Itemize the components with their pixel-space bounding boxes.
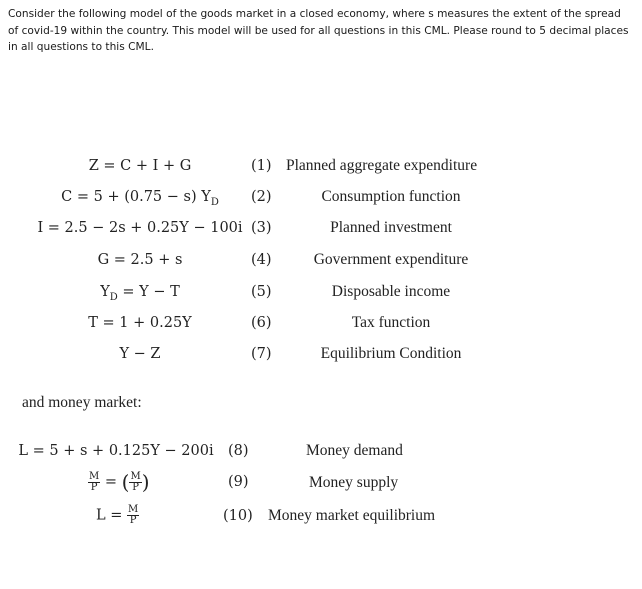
equation-9-rhs-fraction [129, 472, 141, 493]
description-1: Planned aggregate expenditure [286, 157, 478, 174]
equation-number-1: (1) [251, 158, 272, 174]
description-8: Money demand [306, 442, 403, 459]
money-market-intro: and money market: [22, 394, 142, 411]
equation-number-8: (8) [228, 443, 249, 459]
equation-7: Y − Z [119, 346, 161, 362]
equation-10 [96, 505, 139, 526]
equation-9 [88, 470, 150, 494]
equation-number-5: (5) [251, 284, 272, 300]
equation-5-subscript: D [109, 291, 118, 303]
equation-9-left-paren: ( [121, 470, 130, 494]
equation-9-rhs-denominator: P [132, 481, 139, 493]
equation-2-subscript: D [210, 196, 219, 208]
equation-10-numerator: M [128, 504, 139, 515]
equation-2 [61, 189, 219, 208]
description-3: Planned investment [330, 219, 452, 236]
equation-number-10: (10) [223, 508, 253, 524]
equation-5-post: = Y − T [117, 284, 180, 300]
equation-9-lhs-numerator: M [89, 470, 100, 482]
description-10: Money market equilibrium [268, 507, 436, 524]
equation-10-lhs: L = [96, 507, 127, 524]
equation-6: T = 1 + 0.25Y [88, 315, 192, 331]
equation-9-lhs-fraction [88, 472, 100, 493]
description-7: Equilibrium Condition [320, 345, 462, 362]
equation-number-9: (9) [228, 474, 249, 490]
equation-8: L = 5 + s + 0.125Y − 200i [18, 443, 214, 459]
equation-number-7: (7) [251, 346, 272, 362]
description-9: Money supply [309, 474, 399, 491]
equation-1: Z = C + I + G [88, 158, 192, 174]
equation-5-pre: Y [100, 284, 110, 300]
equation-number-3: (3) [251, 220, 272, 236]
equation-2-text: C = 5 + (0.75 − s) Y [61, 189, 211, 205]
equation-number-2: (2) [251, 189, 272, 205]
equation-9-lhs-denominator: P [90, 481, 98, 493]
equation-10-fraction [127, 505, 139, 526]
description-4: Government expenditure [313, 251, 469, 268]
equation-5 [100, 284, 180, 303]
equation-9-equals: = [104, 474, 118, 490]
description-6: Tax function [351, 314, 431, 331]
equation-4: G = 2.5 + s [97, 252, 183, 268]
intro-paragraph: Consider the following model of the goods market in a closed economy, where s measures the extent of the spread of covid-19 within the country. This model will be used for all questions in this CML. Please round to 5 decimal places in all questions to this CML. [8, 8, 629, 53]
equation-number-4: (4) [251, 252, 272, 268]
equation-9-rhs-numerator: M [130, 470, 141, 482]
equation-9-right-paren: ) [141, 470, 150, 494]
equation-10-denominator: P [129, 515, 137, 526]
description-2: Consumption function [321, 188, 461, 205]
equation-3: I = 2.5 − 2s + 0.25Y − 100i [37, 220, 243, 236]
equation-number-6: (6) [251, 315, 272, 331]
description-5: Disposable income [331, 283, 451, 300]
